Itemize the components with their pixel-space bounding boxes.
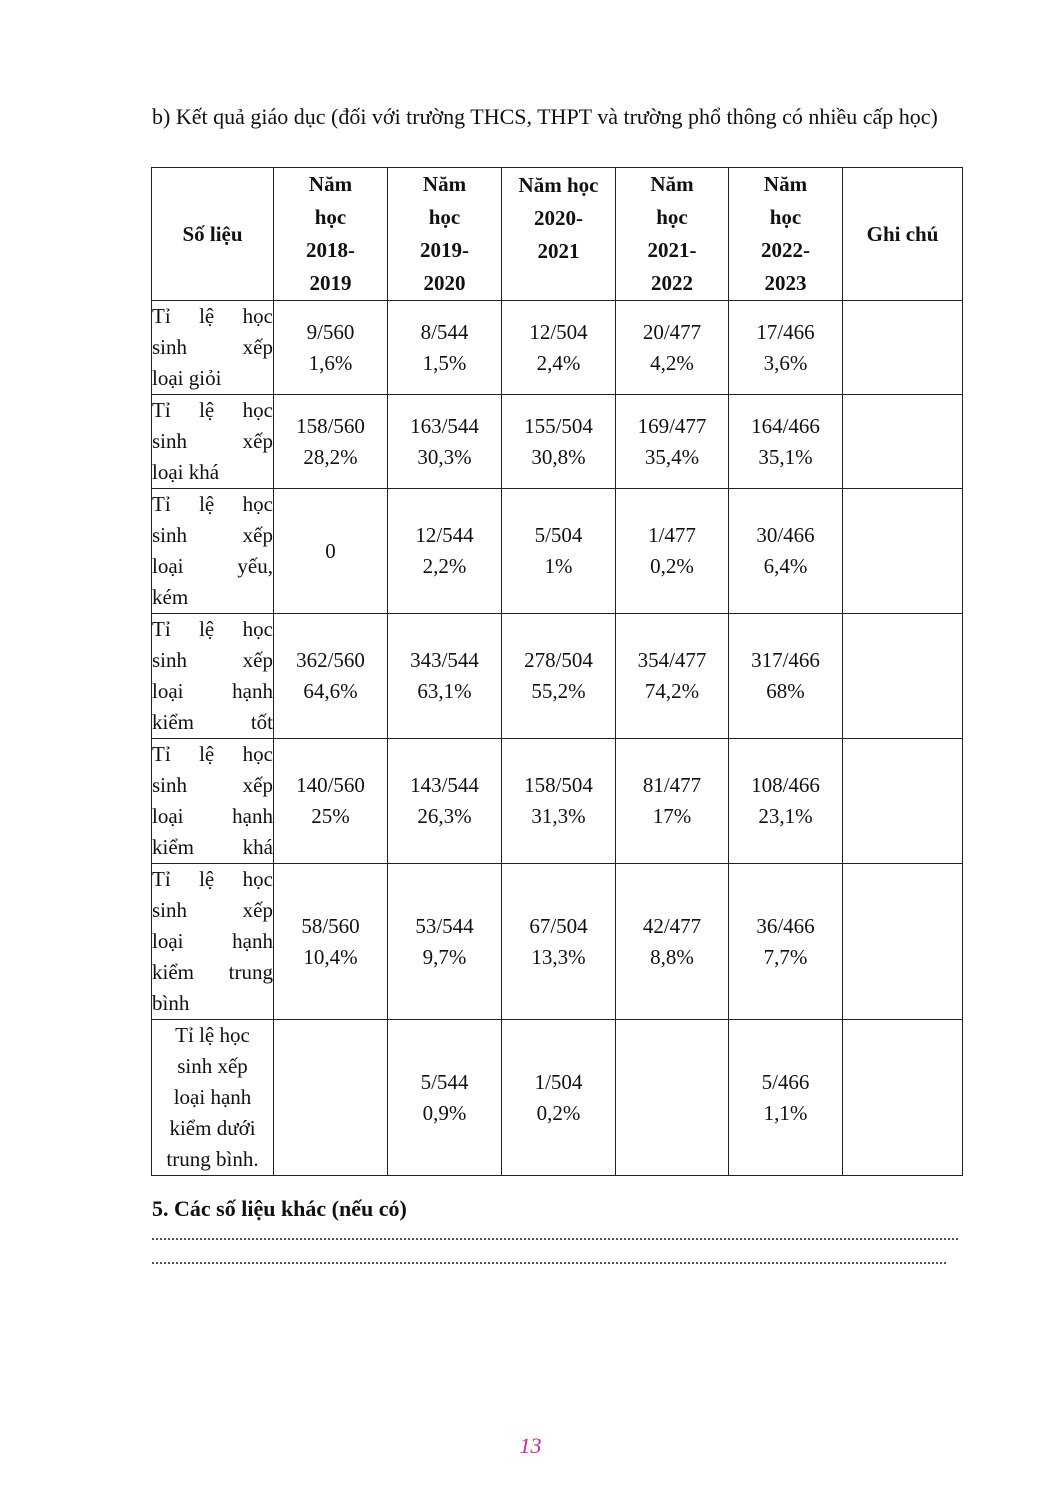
data-cell: 164/466 35,1% xyxy=(729,395,843,489)
data-cell: 5/504 1% xyxy=(502,489,616,614)
data-cell: 354/477 74,2% xyxy=(616,614,729,739)
intro-paragraph: b) Kết quả giáo dục (đối với trường THCS, THPT và trường phổ thông có nhiều cấp học) xyxy=(152,104,938,129)
data-cell: 1/504 0,2% xyxy=(502,1020,616,1176)
data-cell: 317/466 68% xyxy=(729,614,843,739)
table-row xyxy=(152,614,963,739)
data-cell xyxy=(274,1020,388,1176)
data-cell: 53/544 9,7% xyxy=(388,864,502,1020)
data-cell: 17/466 3,6% xyxy=(729,301,843,395)
data-cell: 5/466 1,1% xyxy=(729,1020,843,1176)
data-cell: 36/466 7,7% xyxy=(729,864,843,1020)
data-cell: 12/504 2,4% xyxy=(502,301,616,395)
note-cell xyxy=(843,614,963,739)
data-cell: 108/466 23,1% xyxy=(729,739,843,864)
table-row xyxy=(152,395,963,489)
data-cell: 67/504 13,3% xyxy=(502,864,616,1020)
data-cell: 42/477 8,8% xyxy=(616,864,729,1020)
row-label: Tỉ lệ học sinh xếp loại hạnh kiểm dưới trung bình. xyxy=(152,1020,274,1176)
data-cell xyxy=(616,1020,729,1176)
year-header: Năm học 2022- 2023 xyxy=(729,168,843,301)
data-cell: 12/544 2,2% xyxy=(388,489,502,614)
data-cell: 362/560 64,6% xyxy=(274,614,388,739)
note-cell xyxy=(843,739,963,864)
note-cell xyxy=(843,395,963,489)
row-label: Tỉ lệ học sinh xếp loại khá xyxy=(152,395,274,489)
row-label: Tỉ lệ học sinh xếp loại giỏi xyxy=(152,301,274,395)
row-label: Tỉ lệ học sinh xếp loại yếu, kém xyxy=(152,489,274,614)
table-row xyxy=(152,739,963,864)
row-label: Tỉ lệ học sinh xếp loại hạnh kiểm tốt xyxy=(152,614,274,739)
year-header: Năm học 2020- 2021 xyxy=(502,168,616,301)
data-cell: 0 xyxy=(274,489,388,614)
data-cell: 158/560 28,2% xyxy=(274,395,388,489)
data-cell: 169/477 35,4% xyxy=(616,395,729,489)
row-label: Tỉ lệ học sinh xếp loại hạnh kiểm trung bình xyxy=(152,864,274,1020)
data-cell: 9/560 1,6% xyxy=(274,301,388,395)
note-cell xyxy=(843,864,963,1020)
data-cell: 5/544 0,9% xyxy=(388,1020,502,1176)
data-cell: 30/466 6,4% xyxy=(729,489,843,614)
data-cell: 1/477 0,2% xyxy=(616,489,729,614)
education-results-table xyxy=(151,167,963,1176)
data-cell: 140/560 25% xyxy=(274,739,388,864)
dotted-line xyxy=(152,1260,946,1264)
data-cell: 143/544 26,3% xyxy=(388,739,502,864)
header-row xyxy=(152,168,963,301)
page-number: 13 xyxy=(519,1433,542,1458)
table-row xyxy=(152,1020,963,1176)
data-cell: 81/477 17% xyxy=(616,739,729,864)
section-5-title: 5. Các số liệu khác (nếu có) xyxy=(152,1196,407,1221)
corner-header: Số liệu xyxy=(152,168,274,301)
data-cell: 343/544 63,1% xyxy=(388,614,502,739)
data-cell: 155/504 30,8% xyxy=(502,395,616,489)
note-header: Ghi chú xyxy=(843,168,963,301)
data-cell: 158/504 31,3% xyxy=(502,739,616,864)
data-cell: 20/477 4,2% xyxy=(616,301,729,395)
data-cell: 278/504 55,2% xyxy=(502,614,616,739)
data-cell: 8/544 1,5% xyxy=(388,301,502,395)
table-row xyxy=(152,301,963,395)
row-label: Tỉ lệ học sinh xếp loại hạnh kiểm khá xyxy=(152,739,274,864)
year-header: Năm học 2021- 2022 xyxy=(616,168,729,301)
data-cell: 58/560 10,4% xyxy=(274,864,388,1020)
note-cell xyxy=(843,489,963,614)
table-row xyxy=(152,489,963,614)
note-cell xyxy=(843,1020,963,1176)
year-header: Năm học 2019- 2020 xyxy=(388,168,502,301)
table-row xyxy=(152,864,963,1020)
note-cell xyxy=(843,301,963,395)
year-header: Năm học 2018- 2019 xyxy=(274,168,388,301)
data-cell: 163/544 30,3% xyxy=(388,395,502,489)
dotted-line xyxy=(152,1236,958,1240)
